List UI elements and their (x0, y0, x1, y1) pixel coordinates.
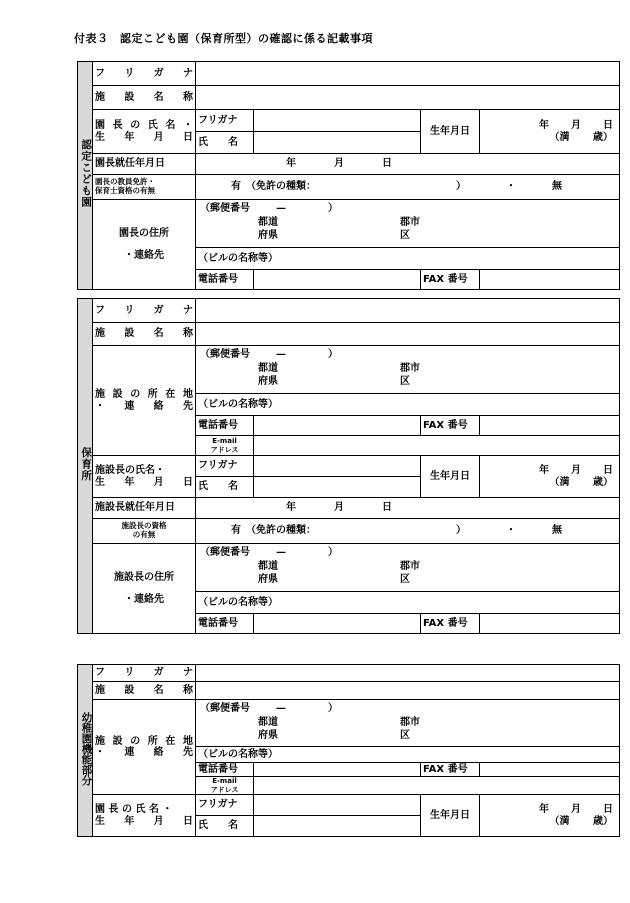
age: （満 歳） (549, 131, 613, 143)
fax-field[interactable] (480, 270, 620, 290)
email-field[interactable] (254, 777, 620, 795)
director-name-field[interactable] (254, 132, 421, 154)
license-field[interactable]: 有 （免許の種類： ） ・ 無 (196, 519, 620, 544)
tel-field[interactable] (254, 270, 421, 290)
facility-name-field[interactable] (196, 323, 620, 346)
director-address-label: 園長の住所 ・連絡先 (93, 200, 196, 290)
building-field[interactable]: （ビルの名称等） (196, 248, 620, 270)
location-label: 施 設 の 所 在 地 ・ 連 絡 先 (93, 346, 196, 456)
fax-label: FAX 番号 (421, 763, 480, 777)
furigana-sub-label: フリガナ (196, 456, 254, 477)
furigana-label: フ リ ガ ナ (93, 62, 196, 86)
furigana-sub-label: フリガナ (196, 110, 254, 132)
postal-address-field[interactable]: （郵便番号 — ） 都道 府県 郡市 区 (196, 544, 620, 592)
building-field[interactable]: （ビルの名称等） (196, 394, 620, 416)
name-sub-label: 氏 名 (196, 477, 254, 498)
name-sub-label: 氏 名 (196, 816, 254, 837)
facility-name-label: 施 設 名 称 (93, 323, 196, 346)
fax-label: FAX 番号 (421, 270, 480, 290)
email-label: E-mail アドレス (196, 436, 254, 456)
tel-label: 電話番号 (196, 270, 254, 290)
building-field[interactable]: （ビルの名称等） (196, 592, 620, 614)
director-name-field[interactable] (254, 477, 421, 498)
building-field[interactable]: （ビルの名称等） (196, 747, 620, 763)
fax-field[interactable] (480, 614, 620, 634)
director-name-label: 園 長 の 氏 名 ・ 生 年 月 日 (93, 795, 196, 837)
fax-label: FAX 番号 (421, 416, 480, 436)
furigana-field[interactable] (196, 665, 620, 682)
director-name-line1: 園長の氏名・ (95, 120, 193, 131)
email-field[interactable] (254, 436, 620, 456)
tel-label: 電話番号 (196, 416, 254, 436)
birth-ymd: 年 月 日 (539, 120, 613, 131)
appointment-label: 園長就任年月日 (93, 154, 196, 175)
director-name-label: 施設長の氏名・ 生 年 月 日 (93, 456, 196, 498)
facility-name-label: 施 設 名 称 (93, 682, 196, 700)
postal-address-field[interactable]: （郵便番号 — ） 都道 府県 郡市 区 (196, 346, 620, 394)
furigana-label: フ リ ガ ナ (93, 665, 196, 682)
appointment-label: 施設長就任年月日 (93, 498, 196, 519)
postal-address-field[interactable]: （郵便番号 — ） 都道 府県 郡市 区 (196, 700, 620, 747)
director-furigana-field[interactable] (254, 456, 421, 477)
director-name-line2: 生 年 月 日 (95, 131, 193, 143)
license-field[interactable]: 有 （免許の種類： ） ・ 無 (196, 175, 620, 200)
appointment-field[interactable]: 年 月 日 (196, 498, 620, 519)
postal-address-field[interactable]: （郵便番号 — ） 都道 府県 郡市 区 (196, 200, 620, 248)
birth-field[interactable] (480, 110, 620, 154)
section-kodomoen (78, 62, 93, 290)
director-furigana-field[interactable] (254, 110, 421, 132)
facility-name-label: 施 設 名 称 (93, 86, 196, 110)
email-label: E-mail アドレス (196, 777, 254, 795)
tel-field[interactable] (254, 416, 421, 436)
birth-label: 生年月日 (421, 456, 480, 498)
section-label: 認定こども園 (80, 139, 93, 209)
facility-name-field[interactable] (196, 86, 620, 110)
license-label: 施設長の資格 の有無 (93, 519, 196, 544)
tel-label: 電話番号 (196, 763, 254, 777)
director-name-field[interactable] (254, 816, 421, 837)
youchien-table (77, 664, 620, 837)
director-name-label (93, 110, 196, 154)
section-hoikusho: 保育所 (78, 299, 93, 634)
fax-label: FAX 番号 (421, 614, 480, 634)
page-title: 付表３ 認定こども園（保育所型）の確認に係る記載事項 (74, 32, 373, 45)
fax-field[interactable] (480, 763, 620, 777)
section-youchien: 幼稚園機能部分 (78, 665, 93, 837)
facility-name-field[interactable] (196, 682, 620, 700)
furigana-field[interactable] (196, 62, 620, 86)
tel-field[interactable] (254, 614, 421, 634)
director-furigana-field[interactable] (254, 795, 421, 816)
location-label: 施 設 の 所 在 地 ・ 連 絡 先 (93, 700, 196, 795)
furigana-label: フ リ ガ ナ (93, 299, 196, 323)
furigana-field[interactable] (196, 299, 620, 323)
birth-label: 生年月日 (421, 110, 480, 154)
kodomoen-table (77, 61, 620, 290)
fax-field[interactable] (480, 416, 620, 436)
director-address-label: 施設長の住所 ・連絡先 (93, 544, 196, 634)
name-sub-label: 氏 名 (196, 132, 254, 154)
appointment-field[interactable]: 年 月 日 (196, 154, 620, 175)
birth-field[interactable]: 年 月 日 （満 歳） (480, 795, 620, 837)
hoikusho-table (77, 298, 620, 634)
tel-field[interactable] (254, 763, 421, 777)
tel-label: 電話番号 (196, 614, 254, 634)
birth-label: 生年月日 (421, 795, 480, 837)
furigana-sub-label: フリガナ (196, 795, 254, 816)
license-label: 園長の教員免許・ 保育士資格の有無 (93, 175, 196, 200)
birth-field[interactable]: 年 月 日 （満 歳） (480, 456, 620, 498)
